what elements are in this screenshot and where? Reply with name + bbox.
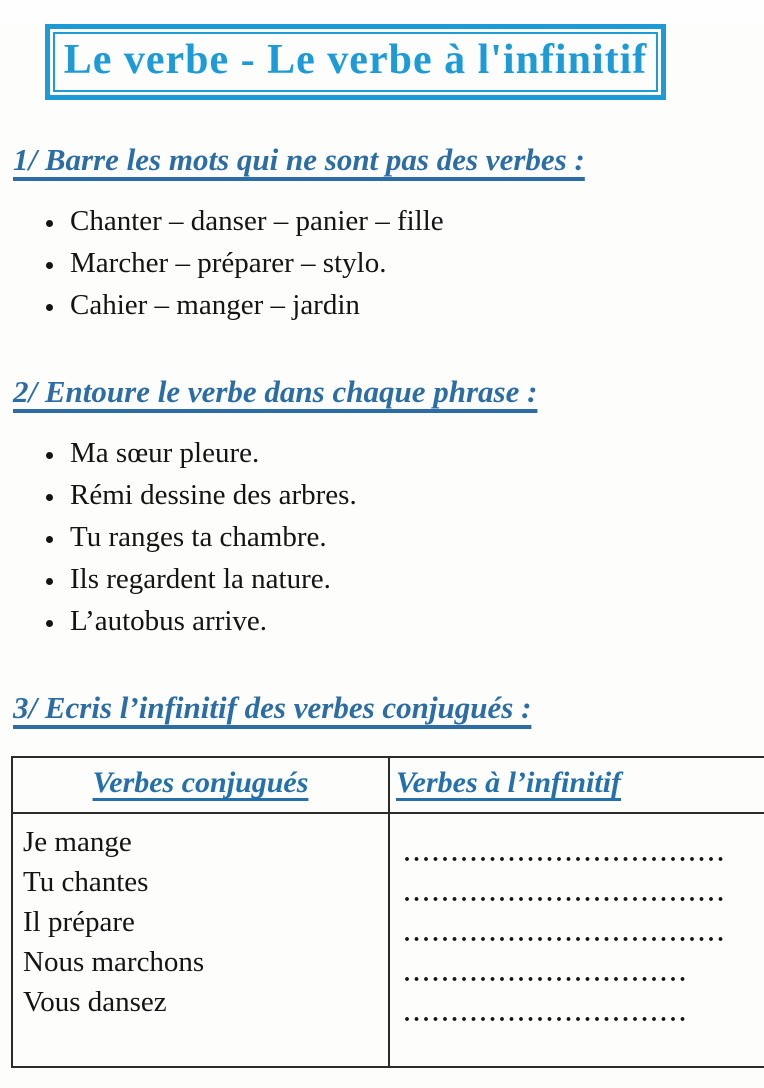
verbs-table-header (12, 757, 764, 813)
list-item: • Ils regardent la nature. (66, 558, 764, 600)
verbs-table-body (12, 813, 764, 1067)
list-item: • Marcher – préparer – stylo. (66, 242, 764, 284)
exercise-1-list (42, 200, 764, 326)
title-box (45, 24, 666, 100)
column-header-conjugated: Verbes conjugués (12, 757, 389, 813)
conjugated-verb: Il prépare (23, 906, 135, 938)
answer-dotted-line: .................................. (404, 881, 727, 907)
conjugated-verb: Je mange (23, 826, 132, 858)
title-inner-border (53, 32, 658, 92)
table-body-row (12, 813, 764, 1067)
infinitive-answers-cell (389, 813, 764, 1067)
exercise-2-list (42, 432, 764, 642)
conjugated-verb: Tu chantes (23, 866, 149, 898)
list-item: • Chanter – danser – panier – fille (66, 200, 764, 242)
conjugated-verb: Vous dansez (23, 986, 167, 1018)
conjugated-verbs-cell (12, 813, 389, 1067)
exercise-3-heading: 3/ Ecris l’infinitif des verbes conjugués : (13, 690, 532, 725)
list-item: • Rémi dessine des arbres. (66, 474, 764, 516)
exercise-2-heading: 2/ Entoure le verbe dans chaque phrase : (13, 374, 538, 409)
conjugated-verb: Nous marchons (23, 946, 205, 978)
page-title: Le verbe - Le verbe à l'infinitif (63, 37, 648, 83)
list-item: • Ma sœur pleure. (66, 432, 764, 474)
worksheet-page (0, 24, 764, 1088)
exercise-2 (0, 374, 764, 642)
verbs-table (11, 756, 764, 1068)
answer-dotted-line: .............................. (404, 961, 689, 987)
answer-dotted-line: .................................. (404, 841, 727, 867)
exercise-1 (0, 142, 764, 326)
answer-dotted-line: .................................. (404, 921, 727, 947)
list-item: • L’autobus arrive. (66, 600, 764, 642)
list-item: • Cahier – manger – jardin (66, 284, 764, 326)
answer-dotted-line: .............................. (404, 1001, 689, 1027)
table-header-row (12, 757, 764, 813)
exercise-1-heading: 1/ Barre les mots qui ne sont pas des verbes : (13, 142, 585, 177)
exercise-3 (0, 690, 764, 1068)
column-header-infinitive: Verbes à l’infinitif (389, 757, 764, 813)
list-item: • Tu ranges ta chambre. (66, 516, 764, 558)
